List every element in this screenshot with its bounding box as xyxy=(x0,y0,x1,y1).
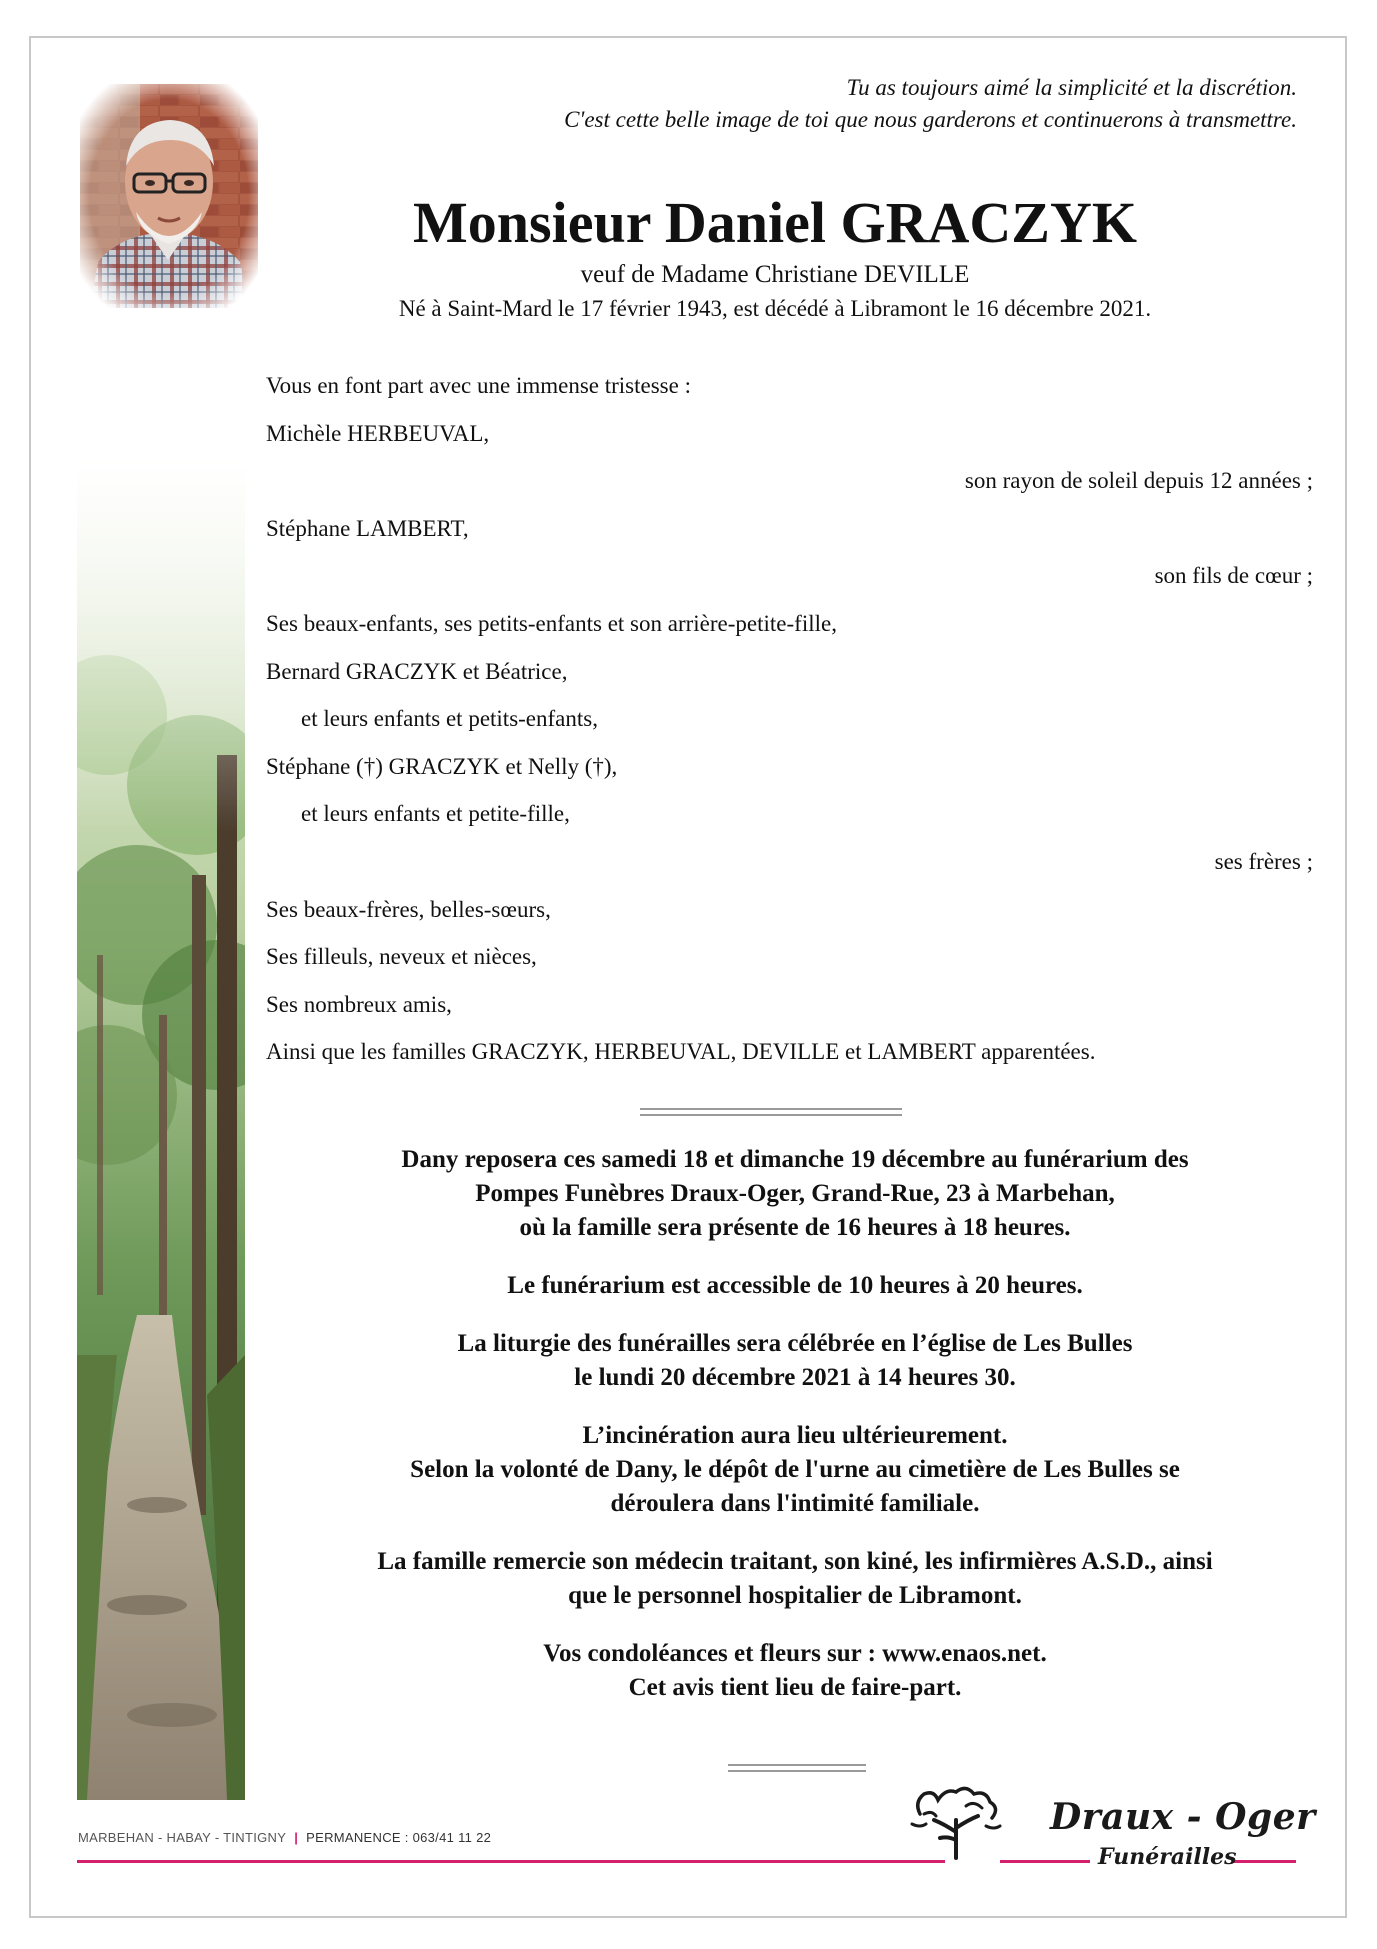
deceased-name: Monsieur Daniel GRACZYK xyxy=(413,190,1137,255)
info-line: La liturgie des funérailles sera célébrée en l’église de Les Bulles xyxy=(457,1330,1133,1357)
quote-line-2: C'est cette belle image de toi que nous garderons et continuerons à transmettre. xyxy=(564,107,1297,132)
thanks-paragraph xyxy=(250,1545,1340,1613)
family-line: son fils de cœur ; xyxy=(1154,563,1313,589)
liturgy-paragraph xyxy=(250,1327,1340,1395)
family-line: ses frères ; xyxy=(1214,848,1313,874)
info-line: Dany reposera ces samedi 18 et dimanche 19 décembre au funérarium des xyxy=(401,1146,1189,1173)
footer-separator: | xyxy=(294,1830,299,1845)
footer-pink-line-right xyxy=(1000,1860,1090,1863)
separator-bottom-2 xyxy=(728,1770,866,1772)
family-line: Ses beaux-enfants, ses petits-enfants et son arrière-petite-fille, xyxy=(266,610,837,636)
info-line: déroulera dans l'intimité familiale. xyxy=(610,1490,980,1517)
family-line: Bernard GRACZYK et Béatrice, xyxy=(266,658,568,684)
portrait-photo xyxy=(80,84,258,308)
info-line: Vos condoléances et fleurs sur : www.enaos.net. xyxy=(543,1640,1047,1667)
forest-path-image xyxy=(77,455,245,1800)
info-line: Selon la volonté de Dany, le dépôt de l'urne au cimetière de Les Bulles se xyxy=(410,1456,1180,1483)
spouse-line: veuf de Madame Christiane DEVILLE xyxy=(580,261,970,288)
quote-line-1: Tu as toujours aimé la simplicité et la discrétion. xyxy=(846,75,1297,100)
birth-death-line: Né à Saint-Mard le 17 février 1943, est décédé à Libramont le 16 décembre 2021. xyxy=(398,296,1152,321)
footer-pink-line-left xyxy=(77,1860,945,1863)
info-line: Pompes Funèbres Draux-Oger, Grand-Rue, 23 à Marbehan, xyxy=(475,1180,1115,1207)
info-line: Le funérarium est accessible de 10 heures à 20 heures. xyxy=(507,1272,1083,1299)
info-line: que le personnel hospitalier de Libramont. xyxy=(568,1582,1022,1609)
family-intro: Vous en font part avec une immense tristesse : xyxy=(266,373,691,398)
condolences-paragraph xyxy=(250,1637,1340,1705)
family-line: Ses filleuls, neveux et nièces, xyxy=(266,944,537,970)
family-line: son rayon de soleil depuis 12 années ; xyxy=(964,468,1313,494)
footer-locations: MARBEHAN - HABAY - TINTIGNY xyxy=(78,1830,287,1845)
opening-hours-paragraph xyxy=(250,1269,1340,1303)
info-line: où la famille sera présente de 16 heures à 18 heures. xyxy=(519,1214,1071,1241)
separator-top-1 xyxy=(640,1108,902,1110)
footer-pink-line-far-right xyxy=(1232,1860,1296,1863)
footer-contact xyxy=(78,1830,491,1845)
brand-name: Draux - Oger xyxy=(1050,1796,1316,1838)
info-line: le lundi 20 décembre 2021 à 14 heures 30. xyxy=(574,1364,1016,1391)
funeral-info xyxy=(250,1143,1340,1729)
family-line: et leurs enfants et petits-enfants, xyxy=(301,706,598,732)
family-line: et leurs enfants et petite-fille, xyxy=(301,801,570,827)
family-line: Michèle HERBEUVAL, xyxy=(266,420,490,446)
separator-bottom-1 xyxy=(728,1764,866,1766)
family-line: Ses nombreux amis, xyxy=(266,991,452,1017)
family-line: Ses beaux-frères, belles-sœurs, xyxy=(266,896,551,922)
brand-subtitle: Funérailles xyxy=(1098,1844,1237,1870)
footer-permanence: PERMANENCE : 063/41 11 22 xyxy=(306,1830,492,1845)
separator-top-2 xyxy=(640,1114,902,1116)
info-line: L’incinération aura lieu ultérieurement. xyxy=(582,1422,1008,1449)
family-line: Ainsi que les familles GRACZYK, HERBEUVAL, DEVILLE et LAMBERT apparentées. xyxy=(266,1039,1096,1065)
family-announcement xyxy=(266,370,1313,1084)
family-line: Stéphane LAMBERT, xyxy=(266,515,469,541)
family-line: Stéphane (†) GRACZYK et Nelly (†), xyxy=(266,753,618,779)
info-line: Cet avis tient lieu de faire-part. xyxy=(628,1674,962,1701)
tree-logo-icon xyxy=(910,1780,1002,1860)
memorial-quote xyxy=(564,72,1297,136)
viewing-paragraph xyxy=(250,1143,1340,1245)
info-line: La famille remercie son médecin traitant, son kiné, les infirmières A.S.D., ainsi xyxy=(377,1548,1213,1575)
cremation-paragraph xyxy=(250,1419,1340,1521)
